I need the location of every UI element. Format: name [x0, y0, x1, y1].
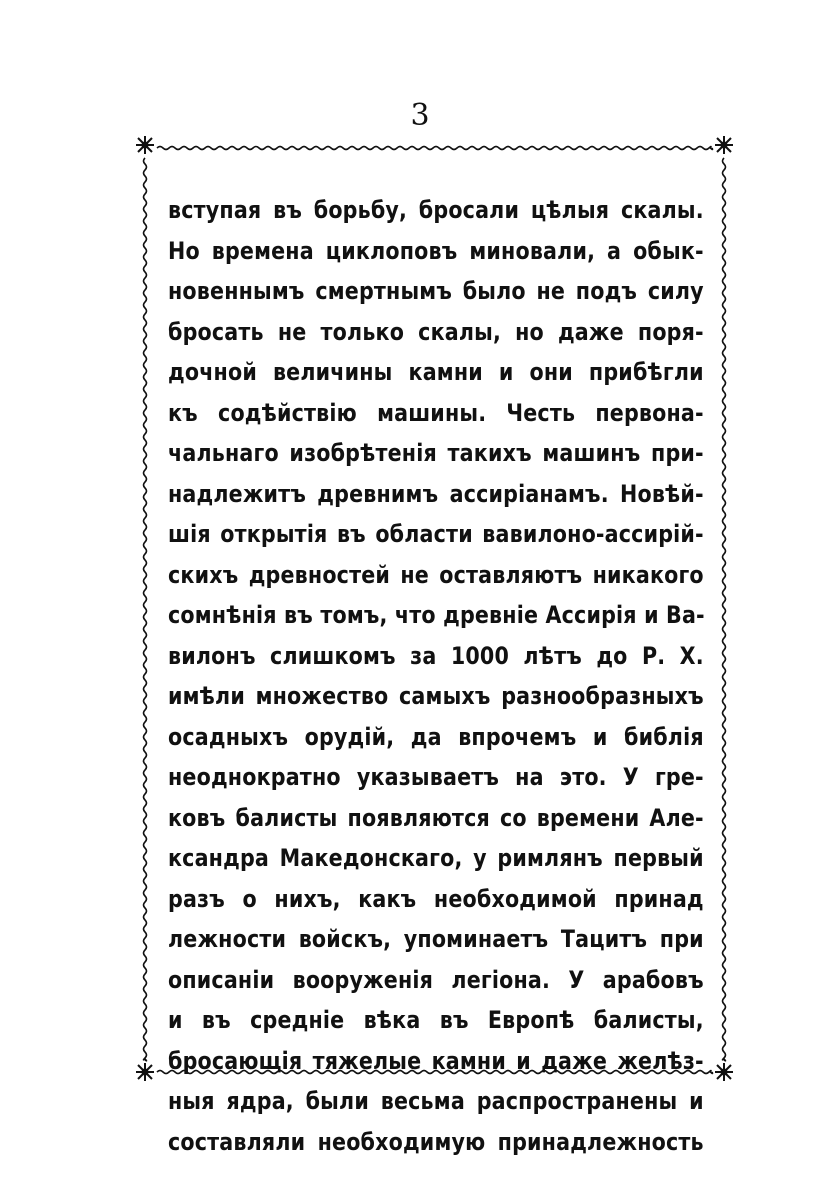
- text-line: бросать не только скалы, но даже поря-: [168, 317, 704, 346]
- body-text: [168, 190, 704, 1162]
- text-line: дочной величины камни и они прибѣгли: [168, 358, 704, 386]
- text-line: составляли необходимую принадлежность: [168, 1127, 704, 1156]
- text-line: чальнаго изобрѣтенія такихъ машинъ при-: [168, 439, 704, 467]
- border-right-wave: [723, 158, 726, 1061]
- corner-ornament-top-left: [136, 136, 154, 154]
- text-line: шія открытія въ области вавилоно-ассирій-: [168, 520, 704, 548]
- text-line: бросающія тяжелые камни и даже желѣз-: [168, 1046, 704, 1075]
- border-left-wave: [144, 158, 147, 1061]
- corner-ornament-bottom-left: [136, 1063, 154, 1081]
- corner-ornament-top-right: [715, 136, 733, 154]
- text-line: вступая въ борьбу, бросали цѣлыя скалы.: [168, 196, 704, 224]
- text-line: ныя ядра, были весьма распространены и: [168, 1087, 704, 1115]
- text-line: сомнѣнія въ томъ, что древніе Ассирія и Ва-: [168, 601, 705, 629]
- text-line: ковъ балисты появляются со времени Але-: [168, 803, 704, 832]
- text-line: вилонъ слишкомъ за 1000 лѣтъ до Р. Х.: [168, 641, 704, 670]
- text-line: описаніи вооруженія легіона. У арабовъ: [168, 965, 704, 994]
- text-line: лежности войскъ, упоминаетъ Тацитъ при: [168, 925, 704, 953]
- text-line: осадныхъ орудій, да впрочемъ и библія: [168, 722, 704, 751]
- corner-ornament-bottom-right: [715, 1063, 733, 1081]
- text-line: скихъ древностей не оставляютъ никакого: [168, 560, 704, 589]
- text-line: новеннымъ смертнымъ было не подъ силу: [168, 277, 704, 305]
- text-line: неоднократно указываетъ на это. У гре-: [168, 763, 704, 791]
- text-line: ксандра Македонскаго, у римлянъ первый: [168, 844, 704, 872]
- border-top-wave: [157, 147, 713, 150]
- text-line: разъ о нихъ, какъ необходимой принад: [168, 884, 704, 913]
- text-line: надлежитъ древнимъ ассиріанамъ. Новѣй-: [168, 479, 704, 508]
- text-line: имѣли множество самыхъ разнообразныхъ: [168, 682, 704, 710]
- text-line: къ содѣйствію машины. Честь первона-: [168, 398, 704, 427]
- text-line: Но времена циклоповъ миновали, а обык-: [168, 236, 704, 265]
- page-number: 3: [410, 98, 430, 133]
- text-line: и въ средніе вѣка въ Европѣ балисты,: [168, 1006, 704, 1034]
